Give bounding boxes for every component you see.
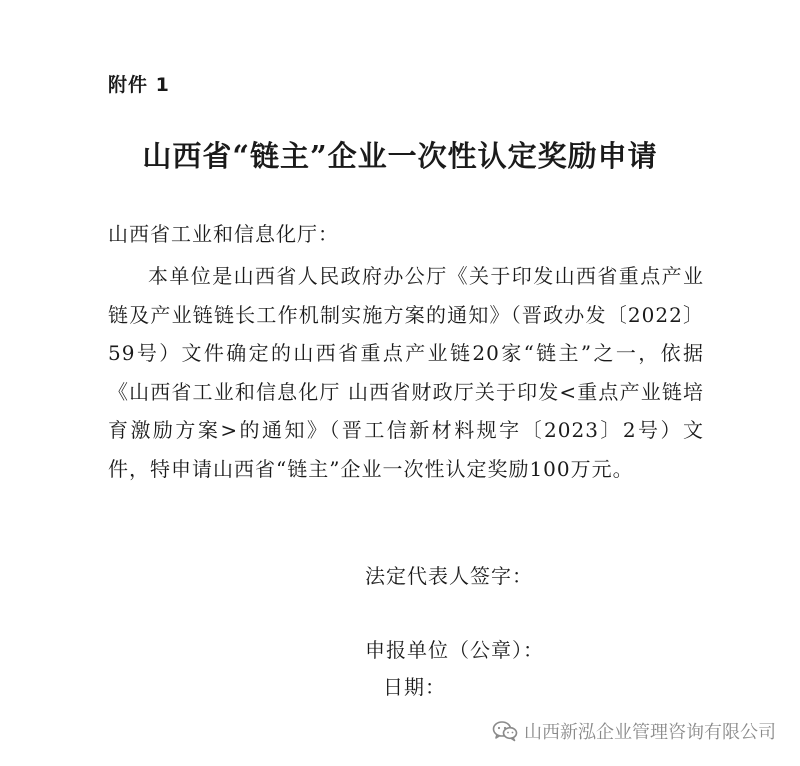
legal-representative-signature-label: 法定代表人签字： — [365, 564, 533, 588]
body-paragraph: 本单位是山西省人民政府办公厅《关于印发山西省重点产业链及产业链链长工作机制实施方案的通知》（晋政办发〔2022〕59号）文件确定的山西省重点产业链20家“链主”之一，依据《山西省工业和信息化厅 山西省财政厅关于印发<重点产业链培育激励方案>的通知》（晋工信新材料规字〔2023〕2号）文件，特申请山西省“链主”企业一次性认定奖励100万元。 — [108, 264, 704, 481]
watermark-text: 山西新泓企业管理咨询有限公司 — [524, 722, 776, 743]
attachment-label: 附件 1 — [108, 74, 170, 96]
addressee: 山西省工业和信息化厅： — [108, 222, 339, 246]
date-label: 日期： — [383, 675, 446, 699]
document-title: 山西省“链主”企业一次性认定奖励申请 — [142, 139, 658, 173]
applicant-unit-seal-label: 申报单位（公章）： — [365, 638, 544, 662]
watermark — [492, 718, 776, 744]
wechat-icon — [492, 720, 518, 742]
